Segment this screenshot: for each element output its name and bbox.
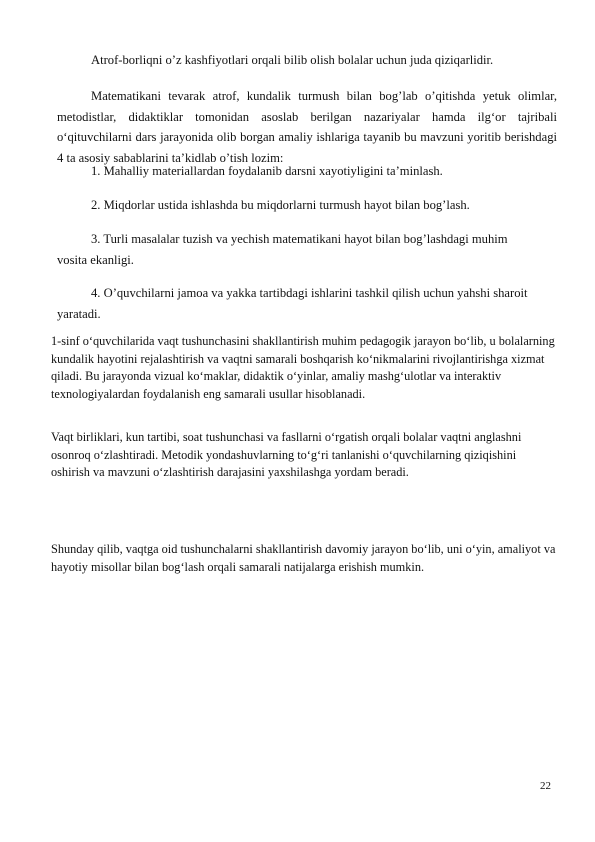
paragraph-time-units: Vaqt birliklari, kun tartibi, soat tushunchasi va fasllarni o‘rgatish orqali bolalar vaqtni anglashni osonroq o‘zlashtiradi. Metodik yondashuvlarning to‘g‘ri tanlanishi o‘quvchilarning qiziqishini oshirish va mavzuni o‘zlashtirish darajasini yaxshilashga yordam beradi. <box>51 430 522 479</box>
paragraph-intro: Atrof-borliqni o’z kashfiyotlari orqali bilib olish bolalar uchun juda qiziqarlidir. <box>91 53 494 67</box>
paragraph-reason-2: 2. Miqdorlar ustida ishlashda bu miqdorlarni turmush hayot bilan bog’lash. <box>91 198 470 212</box>
paragraph-reason-4: 4. O’quvchilarni jamoa va yakka tartibdagi ishlarini tashkil qilish uchun yahshi sharoit yaratadi. <box>57 286 528 321</box>
paragraph-conclusion: Shunday qilib, vaqtga oid tushunchalarni shakllantirish davomiy jarayon bo‘lib, uni o‘yin, amaliyot va hayotiy misollar bilan bog‘lash orqali samarali natijalarga erishish mumkin. <box>51 542 556 574</box>
paragraph-time-concept: 1-sinf o‘quvchilarida vaqt tushunchasini shakllantirish muhim pedagogik jarayon bo‘lib, u bolalarning kundalik hayotini rejalashtirish va vaqtni samarali boshqarish ko‘nikmalarini rivojlantirishga xizmat qiladi. Bu jarayonda vizual ko‘maklar, didaktik o‘yinlar, amaliy mashg‘ulotlar va interaktiv texnologiyalardan foydalanish eng samarali usullar hisoblanadi. <box>51 334 555 401</box>
paragraph-reason-3: 3. Turli masalalar tuzish va yechish matematikani hayot bilan bog’lashdagi muhim vosita ekanligi. <box>57 232 508 267</box>
paragraph-reason-1: 1. Mahalliy materiallardan foydalanib darsni xayotiyligini ta’minlash. <box>91 164 443 178</box>
page-number: 22 <box>540 780 551 792</box>
paragraph-reasons-intro: Matematikani tevarak atrof, kundalik turmush bilan bog’lab o’qitishda yetuk olimlar, metodistlar, didaktiklar tomonidan asoslab berilgan nazariyalar hamda ilg‘or tajribali o‘qituvchilarni dars jarayonida olib borgan amaliy ishlariga tayanib bu mavzuni yoritib berishdagi 4 ta asosiy sabablarini ta’kidlab o’tish lozim: <box>57 89 557 165</box>
